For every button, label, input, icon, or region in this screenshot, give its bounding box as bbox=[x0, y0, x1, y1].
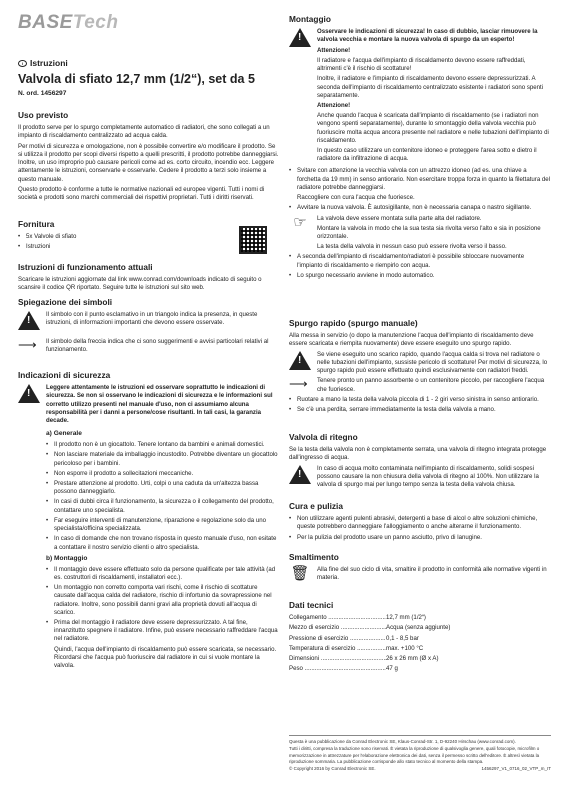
warning-triangle-icon: ! bbox=[289, 28, 311, 47]
list-item: • Non esporre il prodotto a sollecitazioni meccaniche. bbox=[46, 470, 279, 478]
heading-fornitura: Fornitura bbox=[18, 219, 55, 229]
list-item: • Il prodotto non è un giocattolo. Tenere lontano da bambini e animali domestici. bbox=[46, 441, 279, 449]
spec-key: Collegamento ..... bbox=[289, 614, 386, 622]
hand-hint-icon: ☞ bbox=[293, 213, 307, 231]
heading-montaggio-sicurezza: b) Montaggio bbox=[46, 554, 88, 562]
table-row bbox=[289, 624, 551, 632]
footer-publisher: Questa è una pubblicazione da Conrad Electronic SE, Klaus-Conrad-Str. 1, D-92240 Hirschau (www.conrad.com). bbox=[289, 739, 516, 744]
montaggio-warning-bold: Osservare le indicazioni di sicurezza! In caso di dubbio, lasciar rimuovere la valvola vecchia e montare la nuova valvola di spurgo da un esperto! bbox=[317, 28, 538, 44]
list-item: • Per la pulizia del prodotto usare un panno asciutto, privo di lanugine. bbox=[289, 534, 551, 542]
montaggio-h1: La valvola deve essere montata sulla parte alta del radiatore. bbox=[317, 214, 482, 222]
heading-istruzioni-attuali: Istruzioni di funzionamento attuali bbox=[18, 262, 153, 272]
heading-montaggio: Montaggio bbox=[289, 14, 331, 24]
list-item: • Un montaggio non corretto comporta vari rischi, come il rischio di scottature causate dall'acqua calda del radiatore, rischio di infortunio da sovrapressione nel radiatore. Inoltre, sono possibili danni gravi alla proprietà dovuti all'acqua di scarico. bbox=[46, 584, 279, 617]
list-item: • Non utilizzare agenti pulenti abrasivi, detergenti a base di alcol o altre soluzioni chimiche, queste potrebbero danneggiare l'alloggiamento o anche alterarne il funzionamento. bbox=[289, 515, 551, 531]
table-row bbox=[289, 655, 551, 663]
ritegno-warning-row bbox=[289, 465, 551, 492]
sicurezza-intro-row bbox=[18, 384, 279, 427]
brand-part1: BASE bbox=[18, 12, 73, 33]
spurgo-text: Alla messa in servizio (o dopo la manutenzione l'acqua dell'impianto di riscaldamento deve essere scaricata e riempita nuovamente) deve essere eseguito uno spurgo rapido. bbox=[289, 332, 534, 348]
spec-value: 26 x 26 mm (Ø x A) bbox=[386, 655, 439, 663]
montaggio-warning-row bbox=[289, 28, 551, 165]
heading-smaltimento: Smaltimento bbox=[289, 552, 339, 562]
attention-label: Attenzione! bbox=[317, 101, 351, 109]
istruzioni-attuali-text: Scaricare le istruzioni aggiornate dal link www.conrad.com/downloads indicato di seguito o scansire il codice QR riportato. Seguire tutte le istruzioni sul sito web. bbox=[18, 276, 262, 292]
table-row bbox=[289, 645, 551, 653]
symbol-arrow-row bbox=[18, 338, 279, 356]
list-item: • Prima del montaggio il radiatore deve essere depressurizzato. A tal fine, innanzitutto spegnere il radiatore. Infine, può essere necessario raffreddare l'acqua nel radiatore. bbox=[46, 619, 279, 644]
spec-key: Mezzo di esercizio ..... bbox=[289, 624, 386, 632]
qr-code[interactable] bbox=[239, 226, 267, 254]
warning-triangle-icon: ! bbox=[289, 351, 311, 370]
montaggio-h3: La testa della valvola in nessun caso può essere rivolta verso il basso. bbox=[317, 243, 507, 251]
list-item: • Ruotare a mano la testa della valvola piccola di 1 - 2 giri verso sinistra in senso antiorario. bbox=[289, 396, 551, 404]
language-badge-icon: I bbox=[18, 60, 27, 67]
spec-key: Dimensioni ..... bbox=[289, 655, 386, 663]
section-cura bbox=[289, 501, 551, 544]
page-title: Valvola di sfiato 12,7 mm (1/2“), set da 5 bbox=[18, 72, 255, 86]
ritegno-warning-text: In caso di acqua molto contaminata nell'impianto di riscaldamento, solidi sospesi possono causare la non chiusura della valvola di ritegno al 100%. Non utilizzare la valvola di spurgo mai per lungo tempo senza la testa della valvola chiusa. bbox=[317, 464, 539, 489]
heading-spurgo: Spurgo rapido (spurgo manuale) bbox=[289, 318, 418, 328]
montaggio-h2: Montare la valvola in modo che la sua testa sia rivolta verso l'alto e sia in posizione orizzontale. bbox=[317, 224, 541, 240]
smaltimento-text: Alla fine del suo ciclo di vita, smaltire il prodotto in conformità alle normative vigenti in materia. bbox=[317, 566, 547, 582]
list-item: • 5x Valvole di sfiato bbox=[18, 233, 279, 241]
section-istruzioni-attuali bbox=[18, 262, 279, 295]
spec-key: Peso ..... bbox=[289, 665, 386, 673]
section-dati bbox=[289, 600, 551, 676]
list-item: • A seconda dell'impianto di riscaldamento/radiatori è possibile sbloccare nuovamente l'impianto di riscaldamento e riempirlo con acqua. bbox=[289, 253, 551, 269]
heading-uso: Uso previsto bbox=[18, 110, 69, 120]
list-item: • Il montaggio deve essere effettuato solo da persone qualificate per tale attività (ad es. costruttori di riscaldamenti, installatori ecc.). bbox=[46, 566, 279, 582]
symbol-warning-text: Il simbolo con il punto esclamativo in un triangolo indica la presenza, in queste istruzioni, di informazioni importanti che devono essere osservate. bbox=[46, 311, 258, 327]
heading-simboli: Spiegazione dei simboli bbox=[18, 297, 113, 307]
list-item: • Se c'è una perdita, serrare immediatamente la testa della valvola a mano. bbox=[289, 406, 551, 414]
section-spurgo bbox=[289, 318, 551, 416]
section-label bbox=[18, 58, 68, 69]
uso-p1: Il prodotto serve per lo spurgo completamente automatico di radiatori, che sono collegati a un impianto di riscaldamento centralizzato ad acqua calda. bbox=[18, 124, 270, 140]
heading-cura: Cura e pulizia bbox=[289, 501, 343, 511]
section-smaltimento bbox=[289, 552, 551, 585]
spec-key: Temperatura di esercizio ..... bbox=[289, 645, 386, 653]
uso-p2: Per motivi di sicurezza e omologazione, non è possibile convertire e/o modificare il prodotto. Se si utilizza il prodotto per scopi diversi rispetto a quelli prescritti, il prodotto potrebbe danneggiarsi. Inoltre, un uso improprio può causare pericoli come ad es. corto circuito, incendio ecc. Leggere attentamente le istruzioni, conservarle e osservarle. Cedere il prodotto a terzi solo insieme a questo manuale. bbox=[18, 142, 279, 183]
montaggio-note: Quindi, l'acqua dell'impianto di riscaldamento può essere scaricata, se necessario. Ricordarsi che l'acqua può fuoriuscire dal radiatore in cui si vuole montare la valvola. bbox=[54, 645, 277, 670]
list-item: • Istruzioni bbox=[18, 243, 279, 251]
section-simboli bbox=[18, 297, 279, 357]
footer bbox=[289, 735, 551, 773]
symbol-arrow-text: Il simbolo della freccia indica che ci sono suggerimenti e avvisi particolari relativi al funzionamento. bbox=[46, 338, 269, 354]
section-label-text: Istruzioni bbox=[30, 58, 68, 68]
ritegno-text: Se la testa della valvola non è completamente serrata, una valvola di ritegno integrata protegge dall'ingresso di acqua. bbox=[289, 446, 547, 462]
spec-value: 12,7 mm (1/2“) bbox=[386, 614, 426, 622]
brand-logo bbox=[18, 10, 118, 36]
arrow-right-icon: ⟶ bbox=[289, 376, 308, 392]
warning-triangle-icon: ! bbox=[18, 384, 40, 403]
table-row bbox=[289, 614, 551, 622]
heading-generale: a) Generale bbox=[46, 430, 82, 438]
heading-dati: Dati tecnici bbox=[289, 600, 334, 610]
heading-ritegno: Valvola di ritegno bbox=[289, 432, 358, 442]
symbol-warning-row bbox=[18, 311, 279, 330]
uso-p3: Questo prodotto è conforme a tutte le normative nazionali ed europee vigenti. Tutti i nomi di società e prodotti sono marchi commerciali dei rispettivi proprietari. Tutti i diritti riservati. bbox=[18, 185, 265, 201]
footer-copyright: © Copyright 2016 by Conrad Electronic SE. bbox=[289, 766, 376, 771]
list-item: • In casi di dubbi circa il funzionamento, la sicurezza o il collegamento del prodotto, contattare uno specialista. bbox=[46, 498, 279, 514]
warning-triangle-icon: ! bbox=[289, 465, 311, 484]
montaggio-w1: Il radiatore e l'acqua dell'impianto di riscaldamento devono essere raffreddati, altrimenti c'è il rischio di scottature! bbox=[317, 56, 526, 73]
list-item: • Lo spurgo necessario avviene in modo automatico. bbox=[289, 272, 551, 280]
montaggio-w4: In questo caso utilizzare un contenitore idoneo e proteggere l'area sotto e dietro il radiatore da infiltrazione di acqua. bbox=[317, 147, 537, 163]
spurgo-warning-row bbox=[289, 351, 551, 378]
smaltimento-row bbox=[289, 566, 551, 584]
spec-key: Pressione di esercizio ..... bbox=[289, 635, 386, 643]
list-item: • Non lasciare materiale da imballaggio incustodito. Potrebbe diventare un giocattolo pericoloso per i bambini. bbox=[46, 451, 279, 467]
list-item: • In caso di domande che non trovano risposta in questo manuale d'uso, non esitate a contattare il nostro servizio clienti o altro specialista. bbox=[46, 535, 279, 551]
montaggio-hint-row bbox=[289, 215, 551, 254]
spec-value: 47 g bbox=[386, 665, 398, 673]
montaggio-w3: Anche quando l'acqua è scaricata dall'impianto di riscaldamento (se i radiatori non vengono spenti separatamente), durante lo smontaggio della valvola vecchia può fuoriuscire molta acqua ancora presente nel radiatore e nelle tubazioni dell'impianto di riscaldamento. bbox=[317, 112, 549, 144]
spec-value: Acqua (senza aggiunte) bbox=[386, 624, 451, 632]
spurgo-arrow-text: Tenere pronto un panno assorbente o un contenitore piccolo, per raccogliere l'acqua che fuoriesce. bbox=[317, 377, 545, 393]
section-ritegno bbox=[289, 432, 551, 491]
list-item: • Prestare attenzione al prodotto. Urti, colpi o una caduta da un'altezza bassa possono danneggiarlo. bbox=[46, 480, 279, 496]
warning-triangle-icon: ! bbox=[18, 311, 40, 330]
section-montaggio bbox=[289, 14, 551, 282]
montaggio-raccogliere: Raccogliere con cura l'acqua che fuoriesce. bbox=[297, 194, 415, 202]
table-row bbox=[289, 665, 551, 673]
list-item: • Avvitare la nuova valvola. È autosigillante, non è necessaria canapa o nastro sigillante. bbox=[289, 204, 551, 212]
spec-value: 0,1 - 8,5 bar bbox=[386, 634, 419, 642]
crossed-bin-icon: 🗑 bbox=[290, 565, 310, 583]
arrow-right-icon: ⟶ bbox=[18, 337, 37, 353]
spec-value: max. +100 °C bbox=[386, 644, 424, 652]
footer-doc-code: 1456297_V1_0716_02_VTP_m_IT bbox=[481, 766, 551, 771]
order-number: N. ord. 1456297 bbox=[18, 90, 67, 97]
section-sicurezza bbox=[18, 370, 279, 672]
footer-rights: Tutti i diritti, compresa la traduzione sono riservati. È vietata la riproduzione di qualsivoglia genere, quali fotocopie, microfilm o memorizzazione in attrezzature per l'elaborazione elettronica dei dati, senza il permesso scritto dell'editore. È altresì vietata la riproduzione sommaria. La pubblicazione corrisponde allo stato tecnico al momento della stampa. bbox=[289, 745, 540, 765]
spurgo-warning-text: Se viene eseguito uno scarico rapido, quando l'acqua calda si trova nel radiatore o nelle tubazioni dell'impianto, sussiste pericolo di scottature! Per motivi di sicurezza, lo spurgo rapido può essere effettuato quindi esclusivamente con radiatori freddi. bbox=[317, 350, 548, 375]
attention-label: Attenzione! bbox=[317, 46, 351, 54]
montaggio-w2: Inoltre, il radiatore e l'impianto di riscaldamento devono essere depressurizzati. A seconda dell'impianto di riscaldamento centralizzato esistente i radiatori sono spenti separatamente. bbox=[317, 75, 544, 99]
spurgo-arrow-row bbox=[289, 377, 551, 395]
section-uso bbox=[18, 110, 279, 204]
list-item: • Svitare con attenzione la vecchia valvola con un attrezzo idoneo (ad es. una chiave a forchetta da 19 mm) in senso antiorario. Non esercitare troppa forza in quanto la filettatura del radiatore potrebbe danneggiarsi. bbox=[289, 167, 551, 192]
brand-part2: Tech bbox=[72, 12, 119, 33]
sicurezza-intro: Leggere attentamente le istruzioni ed osservare soprattutto le indicazioni di sicurezza. Se non si osservano le indicazioni di sicurezza e le informazioni sul corretto utilizzo presenti nel manuale d'uso, non ci assumiamo alcuna responsabilità per i danni a persone/cose risultanti. In tali casi, la garanzia decade. bbox=[46, 384, 273, 425]
list-item: • Far eseguire interventi di manutenzione, riparazione e regolazione solo da uno specialista/officina specializzata. bbox=[46, 517, 279, 533]
table-row bbox=[289, 635, 551, 643]
heading-sicurezza: Indicazioni di sicurezza bbox=[18, 370, 111, 380]
